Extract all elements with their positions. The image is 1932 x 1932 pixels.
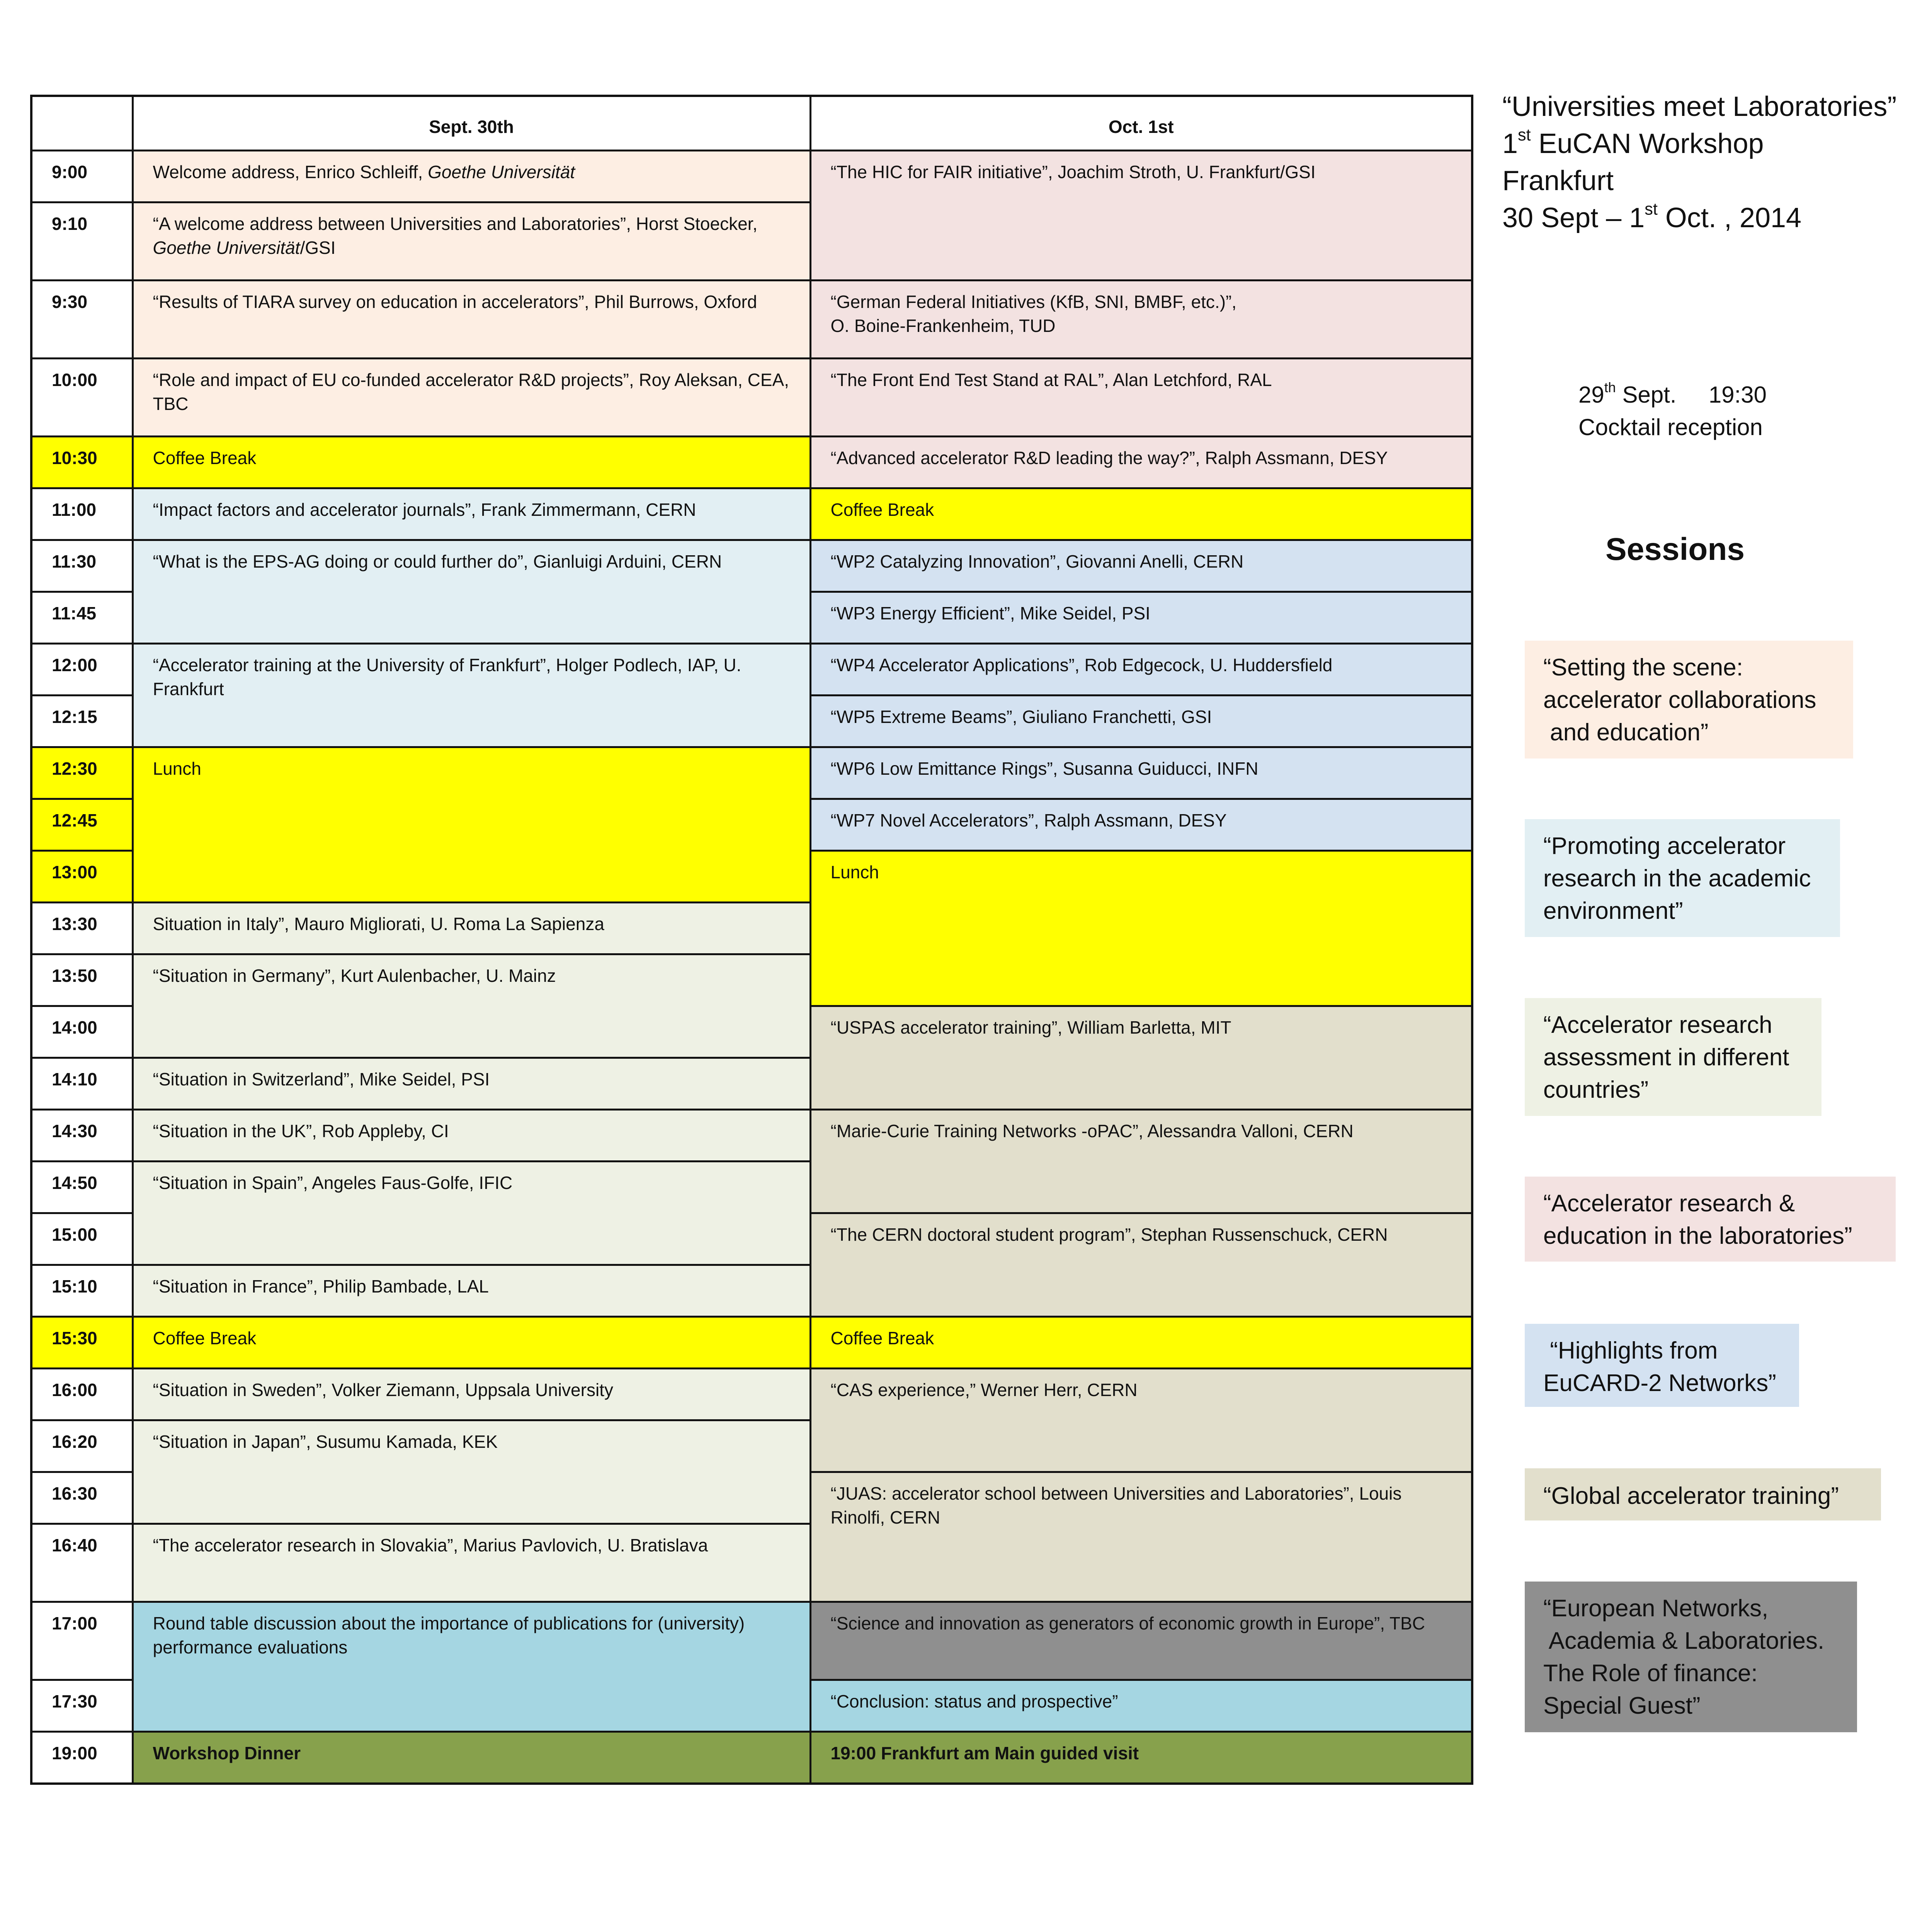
time-header — [31, 96, 133, 151]
talk-conclusion: “Conclusion: status and prospective” — [810, 1680, 1472, 1732]
time-cell: 15:00 — [31, 1213, 133, 1265]
table-row — [31, 1732, 1472, 1784]
talk-wp3: “WP3 Energy Efficient”, Mike Seidel, PSI — [810, 592, 1472, 644]
legend-eucard-highlights: “Highlights from EuCARD-2 Networks” — [1525, 1324, 1799, 1407]
time-cell: 10:30 — [31, 437, 133, 488]
workshop-dates: 30 Sept – 1st Oct. , 2014 — [1502, 200, 1802, 233]
schedule-table — [30, 95, 1473, 1785]
time-cell: 11:00 — [31, 488, 133, 540]
legend-research-assessment: “Accelerator research assessment in different countries” — [1525, 998, 1821, 1116]
table-row — [31, 281, 1472, 359]
day2-header: Oct. 1st — [810, 96, 1472, 151]
time-cell: 17:00 — [31, 1602, 133, 1680]
talk-eu-rd: “Role and impact of EU co-funded accelerator R&D projects”, Roy Aleksan, CEA, TBC — [133, 359, 810, 437]
table-row — [31, 151, 1472, 202]
time-cell: 12:45 — [31, 799, 133, 851]
round-table-discussion: Round table discussion about the importance of publications for (university) performance evaluations — [133, 1602, 810, 1732]
time-cell: 16:40 — [31, 1524, 133, 1602]
time-cell: 14:00 — [31, 1006, 133, 1058]
lunch-break: Lunch — [133, 747, 810, 903]
table-row — [31, 1369, 1472, 1420]
table-row — [31, 488, 1472, 540]
talk-stoecker: “A welcome address between Universities and Laboratories”, Horst Stoecker, Goethe Universität/GSI — [133, 202, 810, 281]
talk-cas: “CAS experience,” Werner Herr, CERN — [810, 1369, 1472, 1472]
table-row — [31, 437, 1472, 488]
time-cell: 14:30 — [31, 1110, 133, 1162]
time-cell: 9:30 — [31, 281, 133, 359]
sessions-heading: Sessions — [1605, 532, 1745, 567]
talk-switzerland: “Situation in Switzerland”, Mike Seidel, PSI — [133, 1058, 810, 1110]
talk-eps-ag: “What is the EPS-AG doing or could further do”, Gianluigi Arduini, CERN — [133, 540, 810, 644]
talk-impact-factors: “Impact factors and accelerator journals”, Frank Zimmermann, CERN — [133, 488, 810, 540]
coffee-break: Coffee Break — [810, 1317, 1472, 1369]
day1-header: Sept. 30th — [133, 96, 810, 151]
talk-wp7: “WP7 Novel Accelerators”, Ralph Assmann, DESY — [810, 799, 1472, 851]
talk-science-innovation: “Science and innovation as generators of economic growth in Europe”, TBC — [810, 1602, 1472, 1680]
talk-juas: “JUAS: accelerator school between Universities and Laboratories”, Louis Rinolfi, CERN — [810, 1472, 1472, 1602]
legend-global-training: “Global accelerator training” — [1525, 1468, 1881, 1520]
reception-label: Cocktail reception — [1578, 414, 1763, 440]
talk-marie-curie: “Marie-Curie Training Networks -oPAC”, Alessandra Valloni, CERN — [810, 1110, 1472, 1213]
workshop-city: Frankfurt — [1502, 165, 1614, 196]
time-cell: 16:20 — [31, 1420, 133, 1472]
legend-laboratories: “Accelerator research & education in the laboratories” — [1525, 1177, 1896, 1262]
talk-germany: “Situation in Germany”, Kurt Aulenbacher, U. Mainz — [133, 954, 810, 1058]
reception-date: 29th Sept. 19:30 — [1578, 379, 1767, 408]
time-cell: 19:00 — [31, 1732, 133, 1784]
time-cell: 11:30 — [31, 540, 133, 592]
table-header-row — [31, 96, 1472, 151]
legend-european-networks: “European Networks, Academia & Laboratories. The Role of finance: Special Guest” — [1525, 1582, 1857, 1732]
table-row — [31, 747, 1472, 799]
coffee-break: Coffee Break — [810, 488, 1472, 540]
talk-front-end: “The Front End Test Stand at RAL”, Alan Letchford, RAL — [810, 359, 1472, 437]
table-row — [31, 1602, 1472, 1680]
coffee-break: Coffee Break — [133, 437, 810, 488]
time-cell: 13:50 — [31, 954, 133, 1006]
talk-wp6: “WP6 Low Emittance Rings”, Susanna Guiducci, INFN — [810, 747, 1472, 799]
talk-frankfurt-training: “Accelerator training at the University of Frankfurt”, Holger Podlech, IAP, U. Frankfurt — [133, 644, 810, 747]
table-row — [31, 359, 1472, 437]
talk-sweden: “Situation in Sweden”, Volker Ziemann, Uppsala University — [133, 1369, 810, 1420]
talk-france: “Situation in France”, Philip Bambade, LAL — [133, 1265, 810, 1317]
talk-slovakia: “The accelerator research in Slovakia”, Marius Pavlovich, U. Bratislava — [133, 1524, 810, 1602]
talk-wp4: “WP4 Accelerator Applications”, Rob Edgecock, U. Huddersfield — [810, 644, 1472, 696]
time-cell: 16:00 — [31, 1369, 133, 1420]
talk-cern-doctoral: “The CERN doctoral student program”, Stephan Russenschuck, CERN — [810, 1213, 1472, 1317]
time-cell: 11:45 — [31, 592, 133, 644]
table-row — [31, 540, 1472, 592]
time-cell: 12:00 — [31, 644, 133, 696]
workshop-dinner: Workshop Dinner — [133, 1732, 810, 1784]
workshop-name: 1st EuCAN Workshop — [1502, 126, 1764, 159]
cocktail-reception-note — [1578, 379, 1767, 444]
table-row — [31, 644, 1472, 696]
time-cell: 12:30 — [31, 747, 133, 799]
workshop-title: “Universities meet Laboratories” — [1502, 91, 1897, 122]
talk-german-federal: “German Federal Initiatives (KfB, SNI, BMBF, etc.)”, O. Boine-Frankenheim, TUD — [810, 281, 1472, 359]
talk-italy: Situation in Italy”, Mauro Migliorati, U. Roma La Sapienza — [133, 903, 810, 954]
time-cell: 15:30 — [31, 1317, 133, 1369]
time-cell: 9:00 — [31, 151, 133, 202]
time-cell: 14:10 — [31, 1058, 133, 1110]
talk-japan: “Situation in Japan”, Susumu Kamada, KEK — [133, 1420, 810, 1524]
guided-visit: 19:00 Frankfurt am Main guided visit — [810, 1732, 1472, 1784]
table-row — [31, 1317, 1472, 1369]
time-cell: 10:00 — [31, 359, 133, 437]
talk-advanced-rd: “Advanced accelerator R&D leading the way?”, Ralph Assmann, DESY — [810, 437, 1472, 488]
time-cell: 13:30 — [31, 903, 133, 954]
talk-hic-fair: “The HIC for FAIR initiative”, Joachim Stroth, U. Frankfurt/GSI — [810, 151, 1472, 281]
talk-spain: “Situation in Spain”, Angeles Faus-Golfe, IFIC — [133, 1162, 810, 1265]
time-cell: 16:30 — [31, 1472, 133, 1524]
time-cell: 13:00 — [31, 851, 133, 903]
time-cell: 9:10 — [31, 202, 133, 281]
legend-promoting-research: “Promoting accelerator research in the academic environment” — [1525, 819, 1840, 937]
talk-uk: “Situation in the UK”, Rob Appleby, CI — [133, 1110, 810, 1162]
legend-setting-the-scene: “Setting the scene: accelerator collaborations and education” — [1525, 641, 1853, 759]
table-row — [31, 1110, 1472, 1162]
talk-uspas: “USPAS accelerator training”, William Barletta, MIT — [810, 1006, 1472, 1110]
talk-welcome: Welcome address, Enrico Schleiff, Goethe Universität — [133, 151, 810, 202]
time-cell: 12:15 — [31, 696, 133, 747]
lunch-break: Lunch — [810, 851, 1472, 1006]
time-cell: 17:30 — [31, 1680, 133, 1732]
time-cell: 15:10 — [31, 1265, 133, 1317]
talk-wp2: “WP2 Catalyzing Innovation”, Giovanni Anelli, CERN — [810, 540, 1472, 592]
workshop-header — [1502, 88, 1896, 236]
talk-wp5: “WP5 Extreme Beams”, Giuliano Franchetti, GSI — [810, 696, 1472, 747]
talk-tiara: “Results of TIARA survey on education in accelerators”, Phil Burrows, Oxford — [133, 281, 810, 359]
coffee-break: Coffee Break — [133, 1317, 810, 1369]
time-cell: 14:50 — [31, 1162, 133, 1213]
